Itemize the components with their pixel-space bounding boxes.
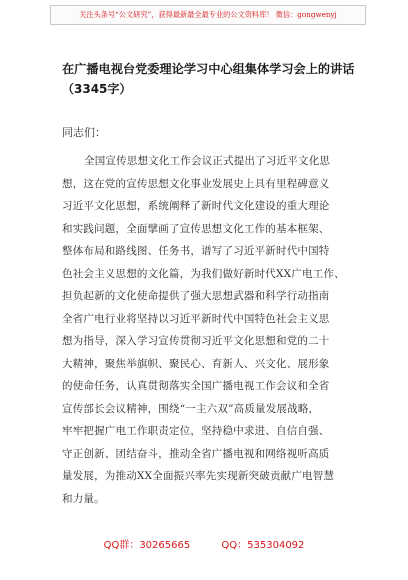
body-line: 量发展，为推动XX全面振兴率先实现新突破贡献广电智慧: [62, 470, 335, 482]
body-line: 习近平文化思想，系统阐释了新时代文化建设的重大理论: [62, 200, 330, 212]
body-line: 和实践问题，全面擘画了宣传思想文化工作的基本框架、: [62, 222, 330, 235]
word-count: （3345字）: [62, 82, 132, 96]
header-banner: 关注头条号“公文研究”，获得最新最全最专业的公文资料库！ 微信：gongwenyj: [50, 5, 366, 25]
qq-group-text: QQ群：30265665: [103, 540, 191, 551]
body-line: 全省广电行业将坚持以习近平新时代中国特色社会主义思: [62, 312, 330, 325]
body-line: 牢牢把握广电工作职责定位，坚持稳中求进、自信自强、: [62, 425, 330, 437]
body-line: 和力量。: [62, 492, 105, 505]
body-text: [62, 150, 348, 510]
document-title: 在广播电视台党委理论学习中心组集体学习会上的讲话: [62, 62, 355, 76]
body-line: 担负起新的文化使命提供了强大思想武器和科学行动指南: [62, 290, 330, 302]
salutation: 同志们：: [62, 126, 106, 139]
body-line: 宣传部长会议精神，围绕“一主六双”高质量发展战略，: [62, 402, 320, 415]
body-line: 整体布局和路线图、任务书，谱写了习近平新时代中国特: [62, 245, 330, 257]
qq-text: QQ：535304092: [221, 540, 305, 551]
body-line: 大精神，聚焦举旗帜、聚民心、育新人、兴文化、展形象: [62, 357, 330, 370]
body-line: 想，这在党的宣传思想文化事业发展史上具有里程碑意义: [62, 177, 330, 190]
body-line: 想为指导，深入学习宣传贯彻习近平文化思想和党的二十: [62, 335, 330, 347]
footer: [0, 536, 408, 551]
body-line: 色社会主义思想的文化篇，为我们做好新时代XX广电工作、: [62, 267, 345, 280]
body-line: 守正创新、团结奋斗，推动全省广播电视和网络视听高质: [62, 447, 330, 460]
body-line: 全国宣传思想文化工作会议正式提出了习近平文化思: [84, 155, 331, 167]
body-line: 的使命任务，认真贯彻落实全国广播电视工作会议和全省: [62, 380, 330, 392]
